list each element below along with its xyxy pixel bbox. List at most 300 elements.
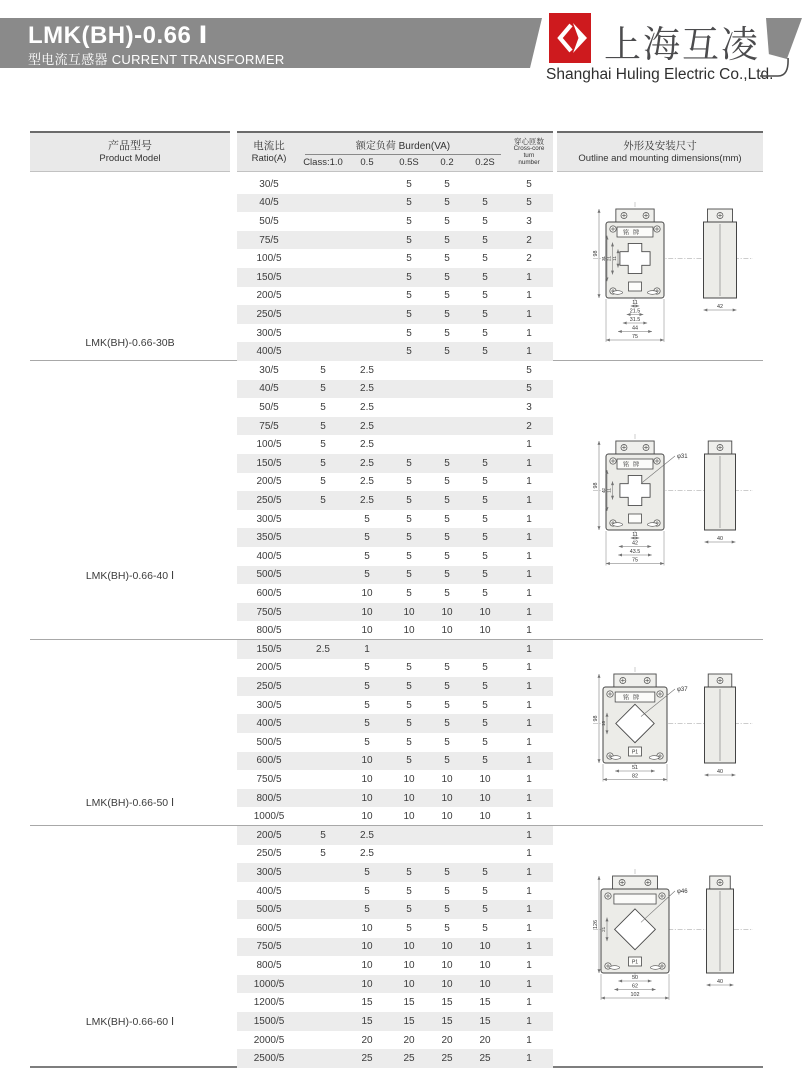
burden-cell: 10 — [361, 960, 373, 972]
product-group — [30, 361, 763, 640]
burden-cell: 5 — [482, 346, 488, 358]
burden-cell: 5 — [406, 680, 412, 692]
turns-cell: 1 — [526, 904, 532, 916]
outline-drawing-cell — [557, 361, 763, 639]
burden-cell: 5 — [320, 848, 326, 860]
table-row — [237, 491, 553, 510]
svg-text:11: 11 — [632, 532, 638, 539]
burden-cell: 20 — [479, 1034, 491, 1046]
ratio-cell: 750/5 — [256, 773, 282, 785]
burden-cell: 15 — [361, 997, 373, 1009]
product-model-column — [30, 361, 230, 639]
burden-cell: 5 — [444, 755, 450, 767]
header-ratio-en: Ratio(A) — [251, 152, 287, 164]
turns-cell: 1 — [526, 867, 532, 879]
burden-cell: 5 — [482, 736, 488, 748]
header-turns-en: turn — [523, 152, 535, 160]
turns-cell: 1 — [526, 885, 532, 897]
svg-text:11: 11 — [606, 488, 612, 493]
product-model-label: LMK(BH)-0.66-40 Ⅰ — [85, 570, 175, 582]
ratio-cell: 400/5 — [256, 550, 282, 562]
turns-cell: 1 — [526, 308, 532, 320]
spec-rows — [237, 826, 553, 1066]
header-product-model — [30, 131, 230, 172]
burden-cell: 5 — [444, 736, 450, 748]
burden-cell: 5 — [482, 718, 488, 730]
header-turns-en: Cross-core — [513, 145, 545, 153]
burden-cell: 5 — [364, 904, 370, 916]
burden-cell: 5 — [406, 718, 412, 730]
burden-cell: 5 — [444, 904, 450, 916]
burden-cell: 15 — [403, 1015, 415, 1027]
burden-cell: 2.5 — [360, 829, 374, 841]
burden-cell: 5 — [406, 867, 412, 879]
table-row — [237, 975, 553, 994]
ratio-cell: 300/5 — [256, 327, 282, 339]
burden-cell: 5 — [482, 234, 488, 246]
outline-drawing — [557, 193, 763, 343]
burden-cell: 5 — [406, 532, 412, 544]
burden-cell: 5 — [482, 476, 488, 488]
burden-cell: 5 — [482, 327, 488, 339]
burden-cell: 10 — [479, 978, 491, 990]
ratio-cell: 300/5 — [256, 513, 282, 525]
table-row — [237, 919, 553, 938]
svg-text:铭牌: 铭牌 — [622, 229, 644, 237]
burden-cell: 5 — [482, 755, 488, 767]
header-class-col: 0.5S — [399, 157, 419, 169]
ratio-cell: 750/5 — [256, 941, 282, 953]
burden-cell: 2.5 — [360, 494, 374, 506]
turns-cell: 1 — [526, 587, 532, 599]
burden-cell: 5 — [482, 867, 488, 879]
svg-text:31: 31 — [601, 255, 606, 261]
burden-cell: 5 — [406, 178, 412, 190]
burden-cell: 5 — [444, 569, 450, 581]
burden-cell: 5 — [320, 364, 326, 376]
product-model-label: LMK(BH)-0.66-50 Ⅰ — [85, 797, 175, 809]
outline-drawing — [557, 425, 763, 575]
burden-cell: 10 — [441, 811, 453, 823]
table-row — [237, 510, 553, 529]
table-row — [237, 640, 553, 659]
svg-text:98: 98 — [593, 715, 599, 721]
svg-text:62: 62 — [632, 983, 638, 990]
svg-text:21: 21 — [606, 255, 612, 261]
table-row — [237, 826, 553, 845]
burden-cell: 5 — [482, 532, 488, 544]
burden-cell: 5 — [406, 308, 412, 320]
svg-text:21.5: 21.5 — [629, 308, 641, 315]
burden-cell: 5 — [406, 699, 412, 711]
header-class-col: 0.2S — [475, 157, 495, 169]
spec-rows — [237, 175, 553, 360]
turns-cell: 1 — [526, 699, 532, 711]
burden-cell: 5 — [482, 587, 488, 599]
svg-text:40: 40 — [717, 536, 723, 543]
turns-cell: 1 — [526, 346, 532, 358]
burden-cell: 10 — [361, 587, 373, 599]
burden-cell: 5 — [406, 662, 412, 674]
header-burden-divider — [305, 154, 501, 155]
turns-cell: 1 — [526, 680, 532, 692]
burden-cell: 10 — [361, 978, 373, 990]
product-model-column — [30, 826, 230, 1066]
table-row — [237, 231, 553, 250]
burden-cell: 10 — [479, 960, 491, 972]
burden-cell: 20 — [403, 1034, 415, 1046]
burden-cell: 15 — [361, 1015, 373, 1027]
burden-cell: 10 — [479, 792, 491, 804]
ratio-cell: 300/5 — [256, 867, 282, 879]
burden-cell: 5 — [444, 867, 450, 879]
page-title: LMK(BH)-0.66 Ⅰ — [28, 22, 208, 49]
burden-cell: 5 — [482, 680, 488, 692]
outline-drawing-cell — [557, 640, 763, 825]
ratio-cell: 50/5 — [259, 401, 279, 413]
burden-cell: 2.5 — [360, 476, 374, 488]
ratio-cell: 350/5 — [256, 532, 282, 544]
burden-cell: 5 — [482, 494, 488, 506]
table-row — [237, 733, 553, 752]
header-outline-cn: 外形及安装尺寸 — [623, 139, 697, 152]
product-group — [30, 640, 763, 826]
burden-cell: 2.5 — [360, 401, 374, 413]
burden-cell: 5 — [482, 550, 488, 562]
svg-text:75: 75 — [632, 557, 638, 564]
ratio-cell: 800/5 — [256, 960, 282, 972]
burden-cell: 5 — [406, 904, 412, 916]
burden-cell: 5 — [444, 922, 450, 934]
burden-cell: 5 — [444, 308, 450, 320]
table-row — [237, 845, 553, 864]
burden-cell: 20 — [441, 1034, 453, 1046]
burden-cell: 10 — [479, 625, 491, 637]
burden-cell: 5 — [444, 885, 450, 897]
ratio-cell: 200/5 — [256, 476, 282, 488]
burden-cell: 10 — [361, 625, 373, 637]
table-row — [237, 752, 553, 771]
brand-name-en: Shanghai Huling Electric Co.,Ltd. — [546, 66, 774, 83]
burden-cell: 5 — [364, 718, 370, 730]
turns-cell: 3 — [526, 215, 532, 227]
ratio-cell: 500/5 — [256, 904, 282, 916]
burden-cell: 5 — [406, 736, 412, 748]
turns-cell: 1 — [526, 569, 532, 581]
burden-cell: 5 — [406, 476, 412, 488]
ratio-cell: 600/5 — [256, 587, 282, 599]
turns-cell: 1 — [526, 736, 532, 748]
header-class-col: 0.5 — [360, 157, 374, 169]
burden-cell: 2.5 — [360, 457, 374, 469]
table-row — [237, 305, 553, 324]
ratio-cell: 1000/5 — [253, 811, 285, 823]
burden-cell: 5 — [406, 550, 412, 562]
burden-cell: 5 — [406, 587, 412, 599]
svg-text:P1: P1 — [631, 959, 639, 966]
burden-cell: 5 — [320, 457, 326, 469]
burden-cell: 5 — [406, 327, 412, 339]
burden-cell: 5 — [364, 867, 370, 879]
burden-cell: 5 — [364, 532, 370, 544]
table-row — [237, 249, 553, 268]
table-row — [237, 547, 553, 566]
table-row — [237, 324, 553, 343]
table-row — [237, 361, 553, 380]
ratio-cell: 800/5 — [256, 792, 282, 804]
burden-cell: 5 — [444, 550, 450, 562]
header-turns-en: number — [518, 158, 540, 166]
table-row — [237, 268, 553, 287]
burden-cell: 25 — [479, 1053, 491, 1065]
burden-cell: 10 — [361, 773, 373, 785]
turns-cell: 1 — [526, 960, 532, 972]
turns-cell: 1 — [526, 997, 532, 1009]
table-row — [237, 603, 553, 622]
ratio-cell: 200/5 — [256, 290, 282, 302]
burden-cell: 5 — [444, 178, 450, 190]
turns-cell: 1 — [526, 718, 532, 730]
table-row — [237, 770, 553, 789]
table-row — [237, 956, 553, 975]
table-row — [237, 621, 553, 640]
ratio-cell: 250/5 — [256, 680, 282, 692]
burden-cell: 5 — [482, 215, 488, 227]
svg-text:φ37: φ37 — [677, 686, 688, 693]
burden-cell: 20 — [361, 1034, 373, 1046]
burden-cell: 5 — [444, 494, 450, 506]
burden-cell: 10 — [441, 792, 453, 804]
burden-cell: 10 — [403, 811, 415, 823]
outline-drawing-cell — [557, 175, 763, 360]
brand-name-cn: 上海互凌 — [604, 24, 760, 65]
table-row — [237, 993, 553, 1012]
burden-cell: 15 — [441, 1015, 453, 1027]
ratio-cell: 400/5 — [256, 346, 282, 358]
turns-cell: 1 — [526, 271, 532, 283]
svg-text:铭牌: 铭牌 — [622, 694, 644, 702]
table-row — [237, 454, 553, 473]
burden-cell: 5 — [320, 476, 326, 488]
burden-cell: 5 — [364, 736, 370, 748]
burden-cell: 5 — [482, 513, 488, 525]
turns-cell: 1 — [526, 625, 532, 637]
header-turns — [505, 133, 553, 171]
burden-cell: 5 — [320, 401, 326, 413]
burden-cell: 5 — [320, 383, 326, 395]
header-product-model-cn: 产品型号 — [108, 139, 152, 152]
burden-cell: 25 — [403, 1053, 415, 1065]
burden-cell: 5 — [444, 680, 450, 692]
burden-cell: 2.5 — [360, 848, 374, 860]
svg-text:102: 102 — [630, 992, 640, 999]
burden-cell: 5 — [482, 569, 488, 581]
turns-cell: 1 — [526, 1053, 532, 1065]
burden-cell: 15 — [403, 997, 415, 1009]
ratio-cell: 100/5 — [256, 253, 282, 265]
burden-cell: 10 — [441, 978, 453, 990]
burden-cell: 5 — [482, 271, 488, 283]
burden-cell: 10 — [441, 960, 453, 972]
burden-cell: 5 — [364, 550, 370, 562]
table-row — [237, 287, 553, 306]
turns-cell: 1 — [526, 513, 532, 525]
svg-text:51: 51 — [632, 764, 638, 771]
burden-cell: 5 — [482, 904, 488, 916]
svg-text:P1: P1 — [631, 749, 639, 756]
header-class-row — [301, 157, 505, 168]
table-row — [237, 435, 553, 454]
burden-cell: 5 — [406, 922, 412, 934]
burden-cell: 5 — [406, 253, 412, 265]
burden-cell: 1 — [364, 643, 370, 655]
burden-cell: 5 — [482, 662, 488, 674]
table-body — [30, 175, 763, 1068]
header-outline-en: Outline and mounting dimensions(mm) — [578, 152, 742, 164]
svg-text:40: 40 — [717, 768, 723, 775]
turns-cell: 5 — [526, 383, 532, 395]
burden-cell: 5 — [444, 327, 450, 339]
burden-cell: 5 — [482, 253, 488, 265]
turns-cell: 1 — [526, 439, 532, 451]
burden-cell: 5 — [482, 197, 488, 209]
ratio-cell: 600/5 — [256, 922, 282, 934]
svg-text:16: 16 — [601, 720, 606, 726]
burden-cell: 5 — [406, 457, 412, 469]
ratio-cell: 250/5 — [256, 848, 282, 860]
burden-cell: 5 — [444, 513, 450, 525]
outline-drawing — [557, 860, 763, 1032]
burden-cell: 5 — [364, 662, 370, 674]
svg-text:126: 126 — [593, 920, 599, 929]
burden-cell: 5 — [482, 885, 488, 897]
table-row — [237, 659, 553, 678]
svg-text:43.5: 43.5 — [629, 549, 641, 556]
ratio-cell: 1200/5 — [253, 997, 285, 1009]
burden-cell: 5 — [406, 513, 412, 525]
ratio-cell: 800/5 — [256, 625, 282, 637]
burden-cell: 10 — [361, 922, 373, 934]
burden-cell: 10 — [403, 941, 415, 953]
turns-cell: 1 — [526, 941, 532, 953]
ratio-cell: 1000/5 — [253, 978, 285, 990]
ratio-cell: 2000/5 — [253, 1034, 285, 1046]
table-row — [237, 398, 553, 417]
ratio-cell: 400/5 — [256, 885, 282, 897]
spec-rows — [237, 361, 553, 639]
ratio-cell: 200/5 — [256, 829, 282, 841]
svg-text:φ46: φ46 — [677, 889, 688, 895]
burden-cell: 5 — [406, 755, 412, 767]
burden-cell: 10 — [441, 773, 453, 785]
burden-cell: 2.5 — [360, 420, 374, 432]
table-row — [237, 566, 553, 585]
svg-text:φ31: φ31 — [677, 454, 688, 460]
table-row — [237, 1012, 553, 1031]
burden-cell: 10 — [403, 606, 415, 618]
turns-cell: 3 — [526, 401, 532, 413]
page-subtitle-en: CURRENT TRANSFORMER — [111, 52, 285, 67]
svg-text:11: 11 — [612, 255, 617, 261]
burden-cell: 5 — [406, 290, 412, 302]
header-class-col: 0.2 — [440, 157, 454, 169]
burden-cell: 10 — [403, 625, 415, 637]
ratio-cell: 100/5 — [256, 439, 282, 451]
table-row — [237, 677, 553, 696]
turns-cell: 5 — [526, 178, 532, 190]
turns-cell: 1 — [526, 662, 532, 674]
turns-cell: 1 — [526, 848, 532, 860]
turns-cell: 1 — [526, 643, 532, 655]
header-turns-cn: 穿心匝数 — [514, 137, 544, 147]
ratio-cell: 30/5 — [259, 178, 279, 190]
burden-cell: 10 — [361, 606, 373, 618]
table-row — [237, 342, 553, 361]
turns-cell: 1 — [526, 1034, 532, 1046]
turns-cell: 1 — [526, 494, 532, 506]
burden-cell: 5 — [444, 718, 450, 730]
burden-cell: 2.5 — [360, 439, 374, 451]
svg-text:42: 42 — [632, 540, 638, 547]
svg-text:40: 40 — [717, 979, 723, 986]
product-model-label: LMK(BH)-0.66-60 Ⅰ — [85, 1016, 175, 1028]
turns-cell: 2 — [526, 253, 532, 265]
turns-cell: 1 — [526, 606, 532, 618]
burden-cell: 5 — [320, 439, 326, 451]
ratio-cell: 600/5 — [256, 755, 282, 767]
burden-cell: 5 — [364, 699, 370, 711]
ratio-cell: 40/5 — [259, 383, 279, 395]
turns-cell: 1 — [526, 773, 532, 785]
header-burden — [301, 133, 505, 171]
turns-cell: 1 — [526, 792, 532, 804]
burden-cell: 5 — [406, 346, 412, 358]
burden-cell: 5 — [406, 215, 412, 227]
turns-cell: 1 — [526, 1015, 532, 1027]
svg-text:98: 98 — [593, 250, 599, 256]
burden-cell: 5 — [364, 885, 370, 897]
table-row — [237, 863, 553, 882]
ratio-cell: 500/5 — [256, 569, 282, 581]
ratio-cell: 250/5 — [256, 494, 282, 506]
burden-cell: 10 — [403, 978, 415, 990]
table-row — [237, 380, 553, 399]
svg-text:31.5: 31.5 — [629, 316, 641, 323]
banner-curve — [758, 54, 804, 85]
burden-cell: 10 — [361, 792, 373, 804]
burden-cell: 25 — [441, 1053, 453, 1065]
burden-cell: 5 — [444, 587, 450, 599]
header-product-model-en: Product Model — [99, 152, 161, 164]
svg-text:铭牌: 铭牌 — [622, 461, 644, 469]
table-header — [30, 131, 763, 172]
turns-cell: 1 — [526, 327, 532, 339]
burden-cell: 5 — [406, 885, 412, 897]
header-outline — [557, 131, 763, 172]
table-row — [237, 528, 553, 547]
burden-cell: 5 — [364, 513, 370, 525]
header-ratio — [237, 133, 301, 171]
burden-cell: 5 — [444, 457, 450, 469]
svg-text:21: 21 — [601, 926, 606, 932]
burden-cell: 2.5 — [316, 643, 330, 655]
burden-cell: 5 — [482, 290, 488, 302]
burden-cell: 10 — [403, 792, 415, 804]
burden-cell: 10 — [403, 960, 415, 972]
turns-cell: 1 — [526, 978, 532, 990]
burden-cell: 5 — [406, 271, 412, 283]
turns-cell: 2 — [526, 420, 532, 432]
